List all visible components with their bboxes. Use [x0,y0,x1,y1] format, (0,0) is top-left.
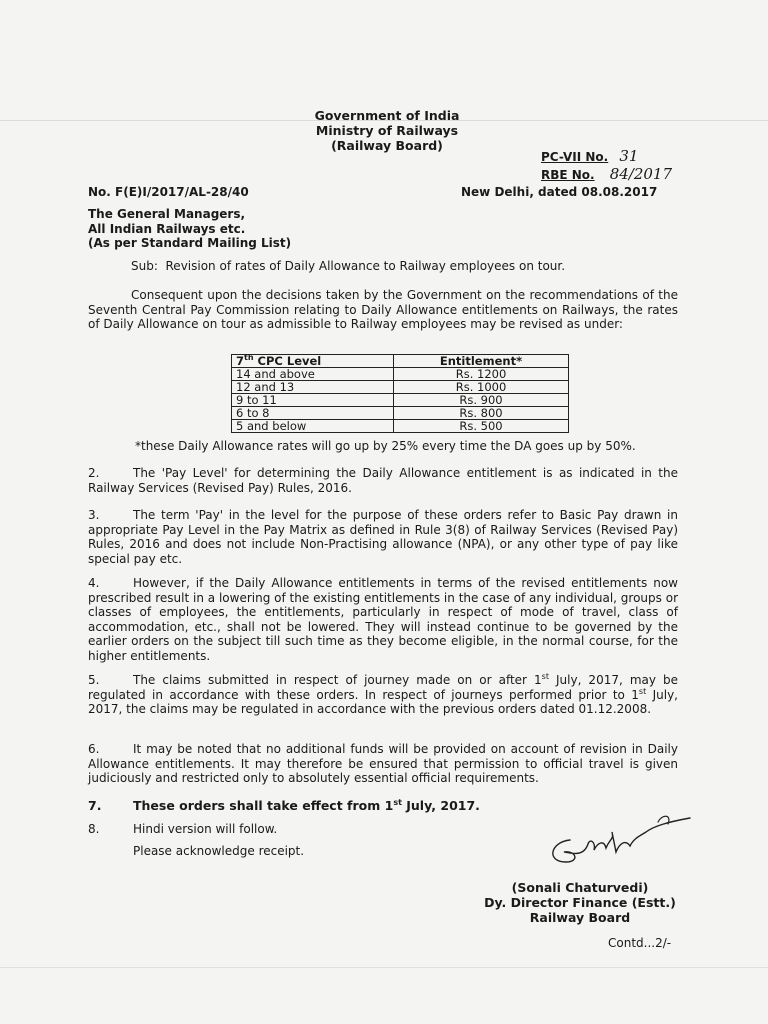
date-line: New Delhi, dated 08.08.2017 [461,185,658,199]
header-board: (Railway Board) [331,138,443,153]
paragraph-text: It may be noted that no additional funds will be provided on account of revision in Daily Allowance entitlements. It may therefore be ensured that permission to official travel is given judiciously and restricted only to absolutely essential official requirements. [88,742,678,786]
pc-value: 31 [619,147,639,165]
table-row [232,407,569,420]
paragraph-number: 3. [88,508,100,522]
pc-label: PC-VII No. [541,150,609,164]
paragraph-number: 2. [88,466,100,480]
table-footnote: *these Daily Allowance rates will go up by 25% every time the DA goes up by 50%. [135,439,636,453]
paragraph-text: The term 'Pay' in the level for the purpose of these orders refer to Basic Pay drawn in appropriate Pay Level in the Pay Matrix as defined in Rule 3(8) of Railway Services (Revised Pay) Rules, 2016 and does not include Non-Practising allowance (NPA), or any other type of pay like special pay etc. [88,508,678,566]
paragraph-2 [88,466,678,495]
rbe-value: 84/2017 [609,165,673,183]
level-cell: 5 and below [232,420,394,433]
amount-cell: Rs. 800 [394,407,569,420]
signatory-name: (Sonali Chaturvedi) [511,880,649,895]
paragraph-7: 7. These orders shall take effect from 1st July, 2017. [88,797,480,813]
amount-cell: Rs. 1200 [394,368,569,381]
continued-note: Contd...2/- [608,936,672,950]
paragraph-3 [88,508,678,566]
level-cell: 14 and above [232,368,394,381]
paragraph-4 [88,576,678,664]
paragraph-number: 4. [88,576,100,590]
address-line: All Indian Railways etc. [88,221,246,236]
subject-line: Sub: Revision of rates of Daily Allowance to Railway employees on tour. [131,259,566,273]
reference-numbers [541,146,741,182]
paragraph-8: 8. Hindi version will follow. [88,822,278,836]
signatory-designation: Dy. Director Finance (Estt.) [484,895,676,910]
acknowledge-line: Please acknowledge receipt. [133,844,305,858]
handwritten-signature [540,812,700,874]
paragraph-text: The 'Pay Level' for determining the Daily Allowance entitlement is as indicated in the Railway Services (Revised Pay) Rules, 2016. [88,466,678,495]
table-header-row [232,355,569,368]
column-header-level: 7th CPC Level [232,355,394,368]
level-cell: 9 to 11 [232,394,394,407]
column-header-entitlement: Entitlement* [394,355,569,368]
header-government: Government of India [314,108,460,123]
rbe-label: RBE No. [541,168,595,182]
table-row [232,420,569,433]
level-cell: 12 and 13 [232,381,394,394]
letterhead [262,108,512,153]
paragraph-number: 5. [88,673,100,687]
address-line: (As per Standard Mailing List) [88,236,292,250]
table-row [232,368,569,381]
level-cell: 6 to 8 [232,407,394,420]
file-number: No. F(E)I/2017/AL-28/40 [88,185,249,199]
address-line: The General Managers, [88,207,246,221]
signatory-office: Railway Board [529,910,631,925]
addressee [88,207,291,251]
header-ministry: Ministry of Railways [315,123,459,138]
scan-artifact [0,967,768,968]
amount-cell: Rs. 1000 [394,381,569,394]
paragraph-6 [88,742,678,786]
table-row [232,394,569,407]
amount-cell: Rs. 500 [394,420,569,433]
signatory-block [470,880,690,925]
table-row [232,381,569,394]
paragraph-number: 6. [88,742,100,756]
allowance-table [231,354,569,433]
paragraph-5: 5. The claims submitted in respect of journey made on or after 1st July, 2017, may be regulated in accordance with these orders. In respect of journeys performed prior to 1st July, 2017, the claims may be regulated in accordance with the previous orders dated 01.12.2008. [88,672,678,717]
intro-paragraph: Consequent upon the decisions taken by the Government on the recommendations of the Seventh Central Pay Commission relating to Daily Allowance entitlements on Railways, the rates of Daily Allowance on tour as admissible to Railway employees may be revised as under: [88,288,678,332]
paragraph-number: 7. [88,798,102,813]
paragraph-text: However, if the Daily Allowance entitlements in terms of the revised entitlements now prescribed result in a lowering of the existing entitlements in the case of any individual, groups or classes of employees, the entitlements, particularly in respect of mode of travel, class of accommodation, etc., shall not be lowered. They will instead continue to be governed by the earlier orders on the subject till such time as they become eligible, in the normal course, for the higher entitlements. [88,576,678,663]
amount-cell: Rs. 900 [394,394,569,407]
paragraph-number: 8. [88,822,100,836]
